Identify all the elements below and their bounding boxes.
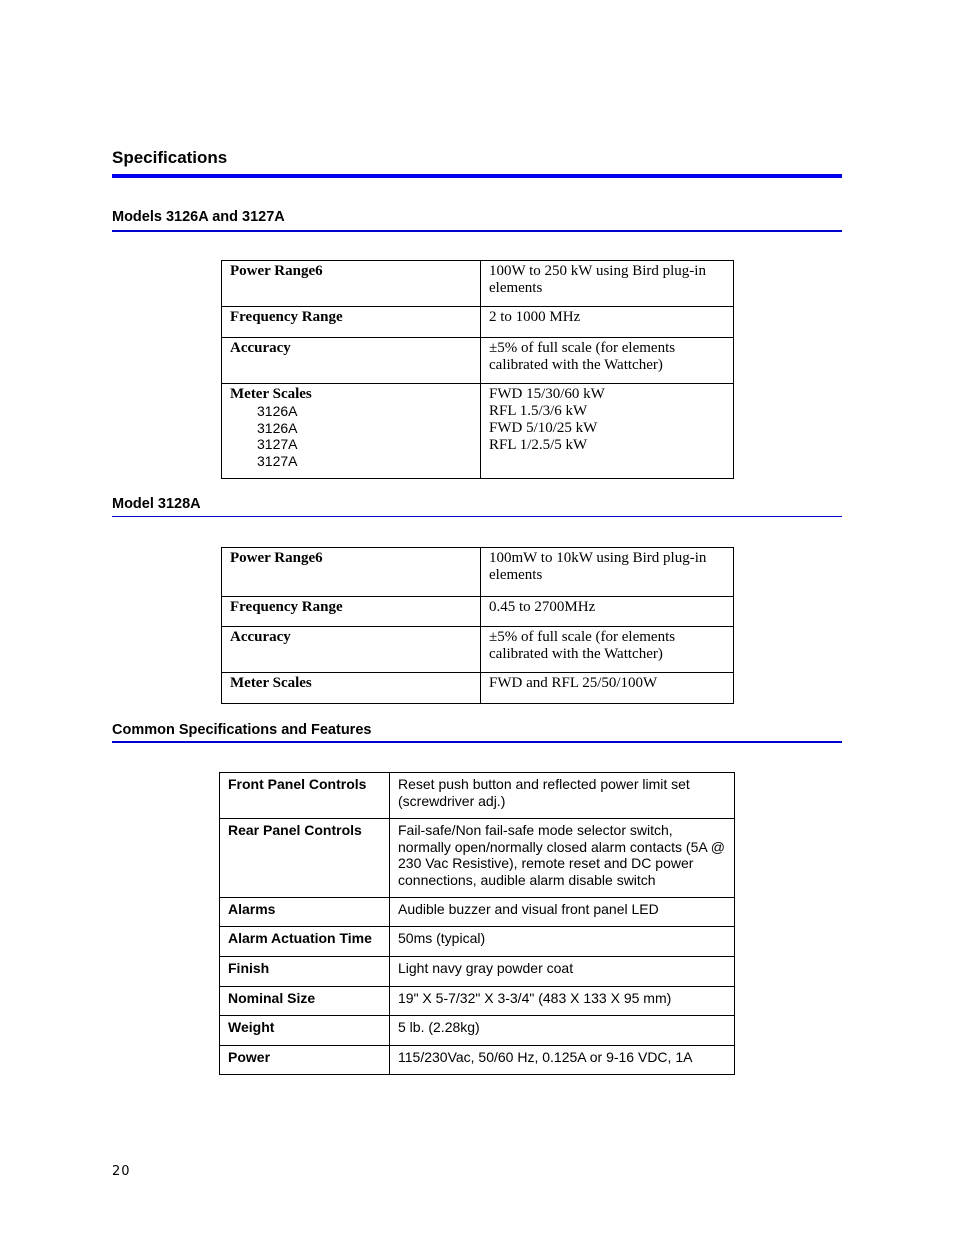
spec-label: Alarms: [220, 898, 390, 927]
section-rule-common: [112, 741, 842, 743]
section-rule-3126-3127: [112, 230, 842, 232]
table-row: [222, 548, 734, 597]
spec-value: 100W to 250 kW using Bird plug-in elements: [481, 261, 734, 307]
spec-label: Power Range6: [222, 261, 481, 307]
spec-label: Accuracy: [222, 338, 481, 384]
section-rule-3128: [112, 516, 842, 517]
spec-value: ±5% of full scale (for elements calibrated with the Wattcher): [481, 338, 734, 384]
table-row: [220, 987, 735, 1016]
spec-label: Alarm Actuation Time: [220, 927, 390, 957]
scale-value: RFL 1/2.5/5 kW: [489, 437, 588, 453]
spec-value: 50ms (typical): [390, 927, 735, 957]
spec-table-3128: [221, 547, 734, 704]
spec-table-3126-3127: [221, 260, 734, 479]
model-number: 3126A: [257, 403, 298, 419]
spec-value: Light navy gray powder coat: [390, 957, 735, 987]
spec-value: Audible buzzer and visual front panel LED: [390, 898, 735, 927]
table-row: [222, 627, 734, 673]
spec-label: Power Range6: [222, 548, 481, 597]
spec-value: 5 lb. (2.28kg): [390, 1016, 735, 1046]
spec-value: 0.45 to 2700MHz: [481, 597, 734, 627]
table-row: [220, 1016, 735, 1046]
table-row: [220, 819, 735, 898]
meter-scales-cell: [222, 384, 481, 479]
spec-value: ±5% of full scale (for elements calibrated with the Wattcher): [481, 627, 734, 673]
spec-label: Weight: [220, 1016, 390, 1046]
table-row: [220, 927, 735, 957]
table-row: [220, 898, 735, 927]
spec-label: Nominal Size: [220, 987, 390, 1016]
table-row: [222, 261, 734, 307]
spec-label: Meter Scales: [222, 673, 481, 704]
spec-label: Front Panel Controls: [220, 773, 390, 819]
table-row: [222, 597, 734, 627]
model-number: 3126A: [257, 419, 298, 436]
spec-value: 115/230Vac, 50/60 Hz, 0.125A or 9-16 VDC, 1A: [390, 1046, 735, 1075]
table-row: [220, 957, 735, 987]
table-row: [222, 307, 734, 338]
table-row: [222, 384, 734, 479]
spec-label: Finish: [220, 957, 390, 987]
spec-label: Frequency Range: [222, 597, 481, 627]
spec-value: Reset push button and reflected power limit set (screwdriver adj.): [390, 773, 735, 819]
spec-table-common: [219, 772, 735, 1075]
model-number: 3127A: [257, 452, 298, 469]
title-rule: [112, 174, 842, 178]
table-row: [220, 1046, 735, 1075]
meter-scales-values: [481, 384, 734, 479]
table-row: [220, 773, 735, 819]
spec-label: Frequency Range: [222, 307, 481, 338]
table-row: [222, 673, 734, 704]
spec-label: Power: [220, 1046, 390, 1075]
spec-label: Rear Panel Controls: [220, 819, 390, 898]
section-heading-3126-3127: Models 3126A and 3127A: [112, 209, 285, 225]
table-row: [222, 338, 734, 384]
spec-label: Meter Scales: [230, 386, 312, 402]
spec-value: FWD and RFL 25/50/100W: [481, 673, 734, 704]
page-number: 20: [112, 1164, 131, 1179]
spec-label: Accuracy: [222, 627, 481, 673]
model-number: 3127A: [257, 436, 298, 452]
spec-value: Fail-safe/Non fail-safe mode selector switch, normally open/normally closed alarm contacts (5A @ 230 Vac Resistive), remote reset and DC power connections, audible alarm disable switch: [390, 819, 735, 898]
scale-value: FWD 15/30/60 kW: [489, 386, 605, 402]
spec-value: 19" X 5-7/32" X 3-3/4" (483 X 133 X 95 mm): [390, 987, 735, 1016]
scale-value: RFL 1.5/3/6 kW: [489, 403, 588, 419]
section-heading-common: Common Specifications and Features: [112, 722, 372, 738]
page-title: Specifications: [112, 148, 228, 167]
scale-value: FWD 5/10/25 kW: [489, 420, 598, 436]
spec-value: 100mW to 10kW using Bird plug-in elements: [481, 548, 734, 597]
section-heading-3128: Model 3128A: [112, 496, 201, 512]
spec-value: 2 to 1000 MHz: [481, 307, 734, 338]
